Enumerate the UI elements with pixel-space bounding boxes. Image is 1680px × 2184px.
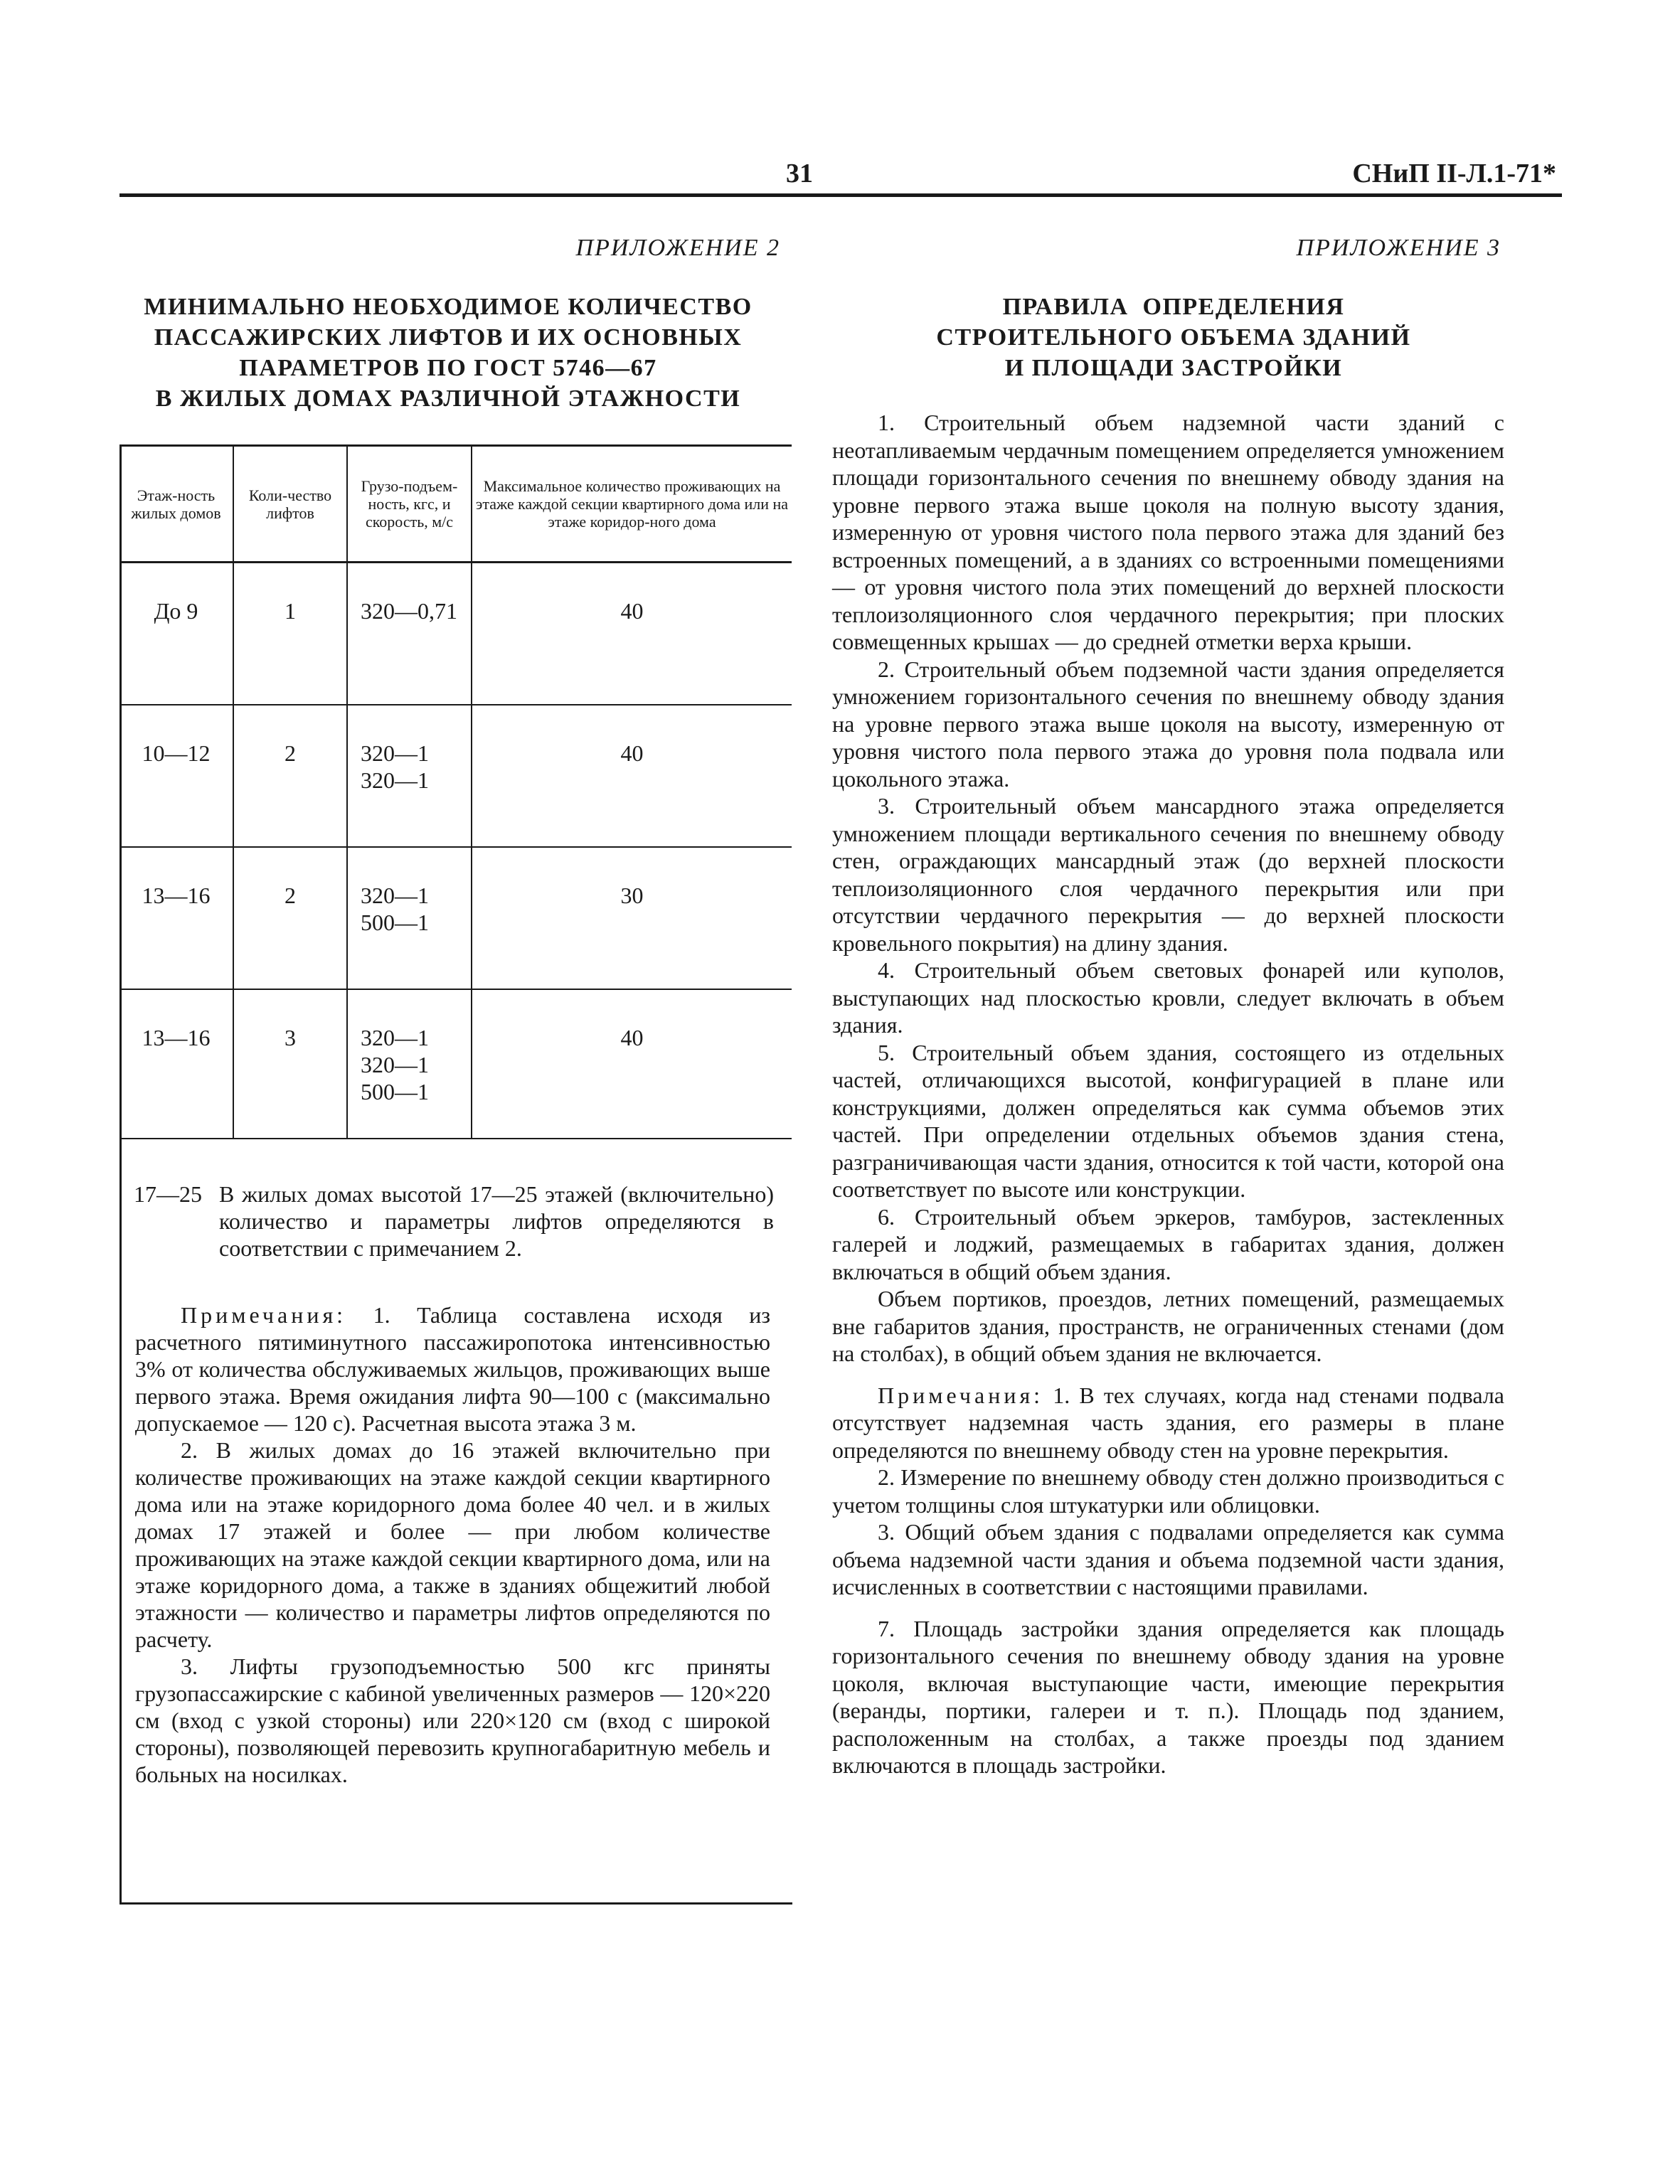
col-header-floors: Этаж-ность жилых домов (119, 447, 233, 563)
title-line: ПАРАМЕТРОВ ПО ГОСТ 5746—67 (239, 355, 657, 381)
appendix-3-title (832, 292, 1515, 383)
cell-floors: 13—16 (119, 989, 233, 1139)
title-line: ПРАВИЛА ОПРЕДЕЛЕНИЯ (1002, 294, 1345, 320)
cell-params (347, 705, 472, 847)
note-row-floors: 17—25 (134, 1181, 202, 1207)
col-header-count: Коли-чество лифтов (233, 447, 347, 563)
note-paragraph: 2. Измерение по внешнему обводу стен должно производиться с учетом толщины слоя штукатурки или облицовки. (832, 1464, 1504, 1518)
note-paragraph (832, 1382, 1504, 1464)
cell-params (347, 989, 472, 1139)
body-paragraph: 7. Площадь застройки здания определяется как площадь горизонтального сечения по внешнему обводу здания на уровне цоколя, включая выступающие части, имеющие перекрытия (веранды, портики, галереи и т. п.). Площадь под зданием, расположенным на столбах, а также проезды под зданием включаются в площадь застройки. (832, 1615, 1504, 1778)
cell-max: 40 (472, 563, 792, 705)
title-line: ПАССАЖИРСКИХ ЛИФТОВ И ИХ ОСНОВНЫХ (154, 324, 743, 351)
note-paragraph: 2. В жилых домах до 16 этажей включительно при количестве проживающих на этаже каждой секции квартирного дома или на этаже коридорного дома более 40 чел. и в жилых домах 17 этажей и более — при любом количестве проживающих на этаже каждой секции квартирного дома, или на этаже коридорного дома, а также в зданиях общежитий любой этажности — количество и параметры лифтов определяются по расчету. (135, 1437, 770, 1652)
cell-count: 1 (233, 563, 347, 705)
title-line: И ПЛОЩАДИ ЗАСТРОЙКИ (1004, 355, 1343, 381)
param-line: 500—1 (361, 1079, 429, 1104)
param-line: 320—1 (361, 767, 429, 793)
note-paragraph: 3. Общий объем здания с подвалами определяется как сумма объема надземной части здания и объема подземной части здания, исчисленных в соответствии с настоящими правилами. (832, 1519, 1504, 1599)
table-row (119, 563, 792, 705)
body-paragraph: 1. Строительный объем надземной части зданий с неотапливаемым чердачным помещением определяется умножением площади горизонтального сечения по внешнему обводу здания на уровне первого этажа выше цоколя на полную высоту здания, измеренную от уровня чистого пола первого этажа для зданий без встроенных помещений, а в зданиях со встроенными помещениями — от уровня чистого пола этих помещений до верхней плоскости теплоизоляционного слоя чердачного перекрытия; при плоских совмещенных крышах — до средней отметки верха крыши. (832, 410, 1504, 654)
param-line: 320—1 (361, 1052, 429, 1077)
col-header-max-residents: Максимальное количество проживающих на этаже каждой секции квартирного дома или на этаже коридор-ного дома (472, 447, 792, 563)
appendix-2-title (107, 292, 790, 414)
body-paragraph: 4. Строительный объем световых фонарей или куполов, выступающих над плоскостью кровли, следует включать в объем здания. (832, 957, 1504, 1038)
table-row (119, 705, 792, 847)
table-row (119, 989, 792, 1139)
note-text: 1. Таблица составлена исходя из расчетного пятиминутного пассажиропотока интенсивностью 3% от количества обслуживаемых жильцов, проживающих выше первого этажа. Время ожидания лифта 90—100 с (максимально допускаемое — 120 с). Расчетная высота этажа 3 м. (135, 1302, 771, 1436)
appendix-2-label: ПРИЛОЖЕНИЕ 2 (575, 235, 780, 261)
notes-label: Примечания: (878, 1382, 1044, 1408)
body-paragraph: 5. Строительный объем здания, состоящего из отдельных частей, отличающихся высотой, конфигурацией в плане или конструкциями, должен определяться как сумма объемов этих частей. При определении отдельных объемов здания стена, разграничивающая части здания, относится к той части, которой она соответствует по высоте или конструкции. (832, 1039, 1504, 1202)
page-number: 31 (786, 159, 813, 188)
cell-params (347, 563, 472, 705)
note-text: 1. В тех случаях, когда над стенами подвала отсутствует надземная часть здания, его размеры в плане определяются по внешнему обводу стен на уровне перекрытия. (832, 1382, 1505, 1463)
appendix-3-body (832, 409, 1504, 1779)
param-line: 320—1 (361, 1025, 429, 1050)
appendix-2-notes (135, 1301, 770, 1788)
title-line: СТРОИТЕЛЬНОГО ОБЪЕМА ЗДАНИЙ (936, 324, 1411, 351)
header-rule (119, 193, 1562, 197)
table-row (119, 847, 792, 989)
cell-max: 40 (472, 989, 792, 1139)
lifts-table (119, 447, 792, 1139)
body-paragraph: 2. Строительный объем подземной части здания определяется умножением горизонтального сечения по внешнему обводу здания на уровне первого этажа выше цоколя на высоту, измеренную от уровня чистого пола первого этажа до уровня пола подвала или цокольного этажа. (832, 656, 1504, 792)
appendix-3-label: ПРИЛОЖЕНИЕ 3 (1296, 235, 1501, 261)
note-paragraph: 3. Лифты грузоподъемностью 500 кгс приняты грузопассажирские с кабиной увеличенных размеров — 120×220 см (вход с узкой стороны) или 220×120 см (вход с широкой стороны), позволяющей перевозить крупногабаритную мебель и больных на носилках. (135, 1653, 770, 1787)
cell-max: 30 (472, 847, 792, 989)
table-header-row (119, 447, 792, 563)
cell-params (347, 847, 472, 989)
col-header-params: Грузо-подъем-ность, кгс, и скорость, м/с (347, 447, 472, 563)
body-paragraph: Объем портиков, проездов, летних помещений, размещаемых вне габаритов здания, пространств, не ограниченных стенами (дом на столбах), в общий объем здания не включается. (832, 1286, 1504, 1366)
cell-max: 40 (472, 705, 792, 847)
notes-label: Примечания: (181, 1302, 347, 1328)
note-paragraph (135, 1301, 770, 1437)
body-paragraph: 3. Строительный объем мансардного этажа определяется умножением площади вертикального сечения по внешнему обводу стен, ограждающих мансардный этаж (до верхней плоскости теплоизоляционного слоя чердачного перекрытия или при отсутствии чердачного перекрытия — до верхней плоскости кровельного покрытия) на длину здания. (832, 793, 1504, 956)
cell-count: 3 (233, 989, 347, 1139)
param-line: 320—1 (361, 740, 429, 766)
param-line: 320—1 (361, 883, 429, 908)
cell-count: 2 (233, 847, 347, 989)
body-paragraph: 6. Строительный объем эркеров, тамбуров, застекленных галерей и лоджий, размещаемых в габаритах здания, должен включаться в общий объем здания. (832, 1203, 1504, 1284)
cell-floors: До 9 (119, 563, 233, 705)
document-code: СНиП II-Л.1-71* (1352, 159, 1556, 188)
title-line: МИНИМАЛЬНО НЕОБХОДИМОЕ КОЛИЧЕСТВО (144, 294, 753, 320)
cell-floors: 10—12 (119, 705, 233, 847)
cell-floors: 13—16 (119, 847, 233, 989)
table-note-row (134, 1181, 774, 1262)
title-line: В ЖИЛЫХ ДОМАХ РАЗЛИЧНОЙ ЭТАЖНОСТИ (155, 385, 741, 412)
cell-count: 2 (233, 705, 347, 847)
param-line: 320—0,71 (361, 598, 457, 624)
param-line: 500—1 (361, 910, 429, 935)
note-row-text: В жилых домах высотой 17—25 этажей (включительно) количество и параметры лифтов определяются в соответствии с примечанием 2. (219, 1181, 774, 1261)
